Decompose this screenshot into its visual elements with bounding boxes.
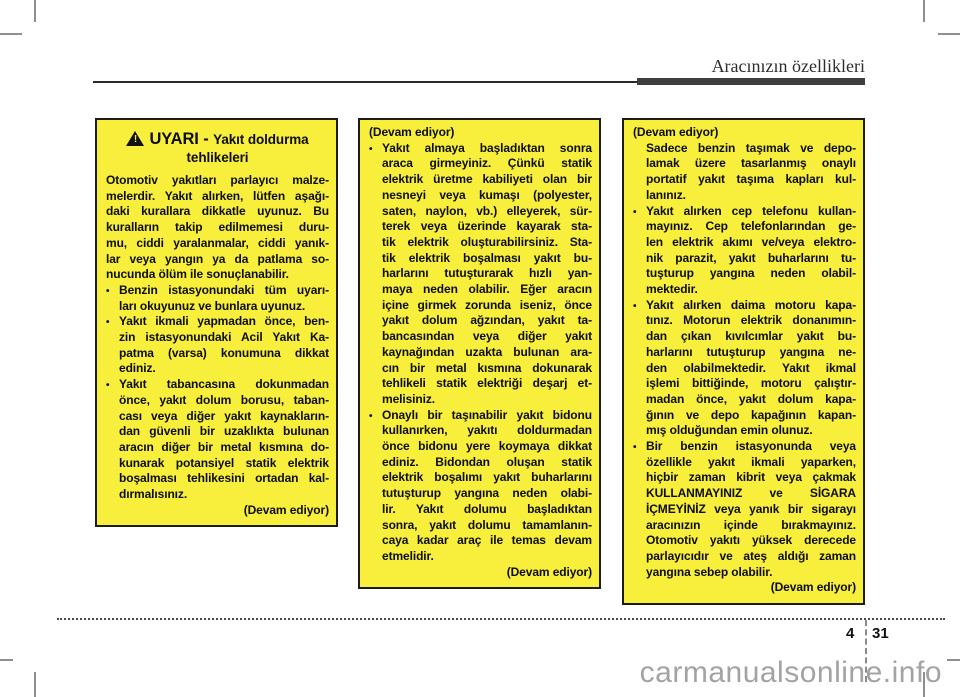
text-line: madan önce, yakıt dolum kapa- [646,391,856,406]
text-line: etmelidir. [382,548,434,563]
text-line: mış olduğundan emin olunuz. [646,423,813,438]
continuation-label: (Devam ediyor) [243,502,329,517]
text-line: dan çıkan kıvılcımlar yakıt bu- [646,329,856,344]
header-rule-thin [93,81,639,83]
text-line: Yakıt tabancasına dokunmadan [119,377,329,392]
text-line: terek veya üzerinde kayarak sta- [382,219,592,234]
text-line: lamak üzere tasarlanmış onaylı [646,156,856,171]
warning-title-rest: Yakıt doldurma [213,132,309,147]
header-rule-thick [637,78,865,85]
bullet-marker: • [633,300,637,312]
crop-mark [34,672,36,697]
bullet-marker: • [369,143,373,155]
bullet-marker: • [633,442,637,454]
text-line: Otomotiv yakıtı yüksek derecede [646,533,856,548]
bullet-item [369,408,592,565]
text-line: araca girmeyiniz. Çünkü statik [382,156,592,171]
chapter-number: 4 [846,625,855,642]
warning-title-line1 [106,130,329,149]
warning-title-strong: UYARI - [149,130,214,148]
bullet-item [106,283,329,314]
bullet-text [119,314,329,377]
text-line: melisiniz. [382,391,436,406]
bullet-text [119,283,329,314]
text-line: len elektrik akımı ve/veya elektro- [646,234,856,249]
bullet-text [382,141,592,408]
text-line: cın bir metal kısmına dokunarak [382,360,592,375]
text-line: kullanırken, yakıtı doldurmadan [382,423,592,438]
text-line: Sadece benzin taşımak ve depo- [646,140,856,155]
text-line: bancasından veya diğer yakıt [382,329,592,344]
warning-box [358,118,601,589]
text-line: ğının ve depo kapağının kapan- [646,407,856,422]
crop-mark [947,659,960,661]
continuation-label: (Devam ediyor) [633,125,719,139]
text-line: dırmalısınız. [119,487,188,502]
text-line: nik parazit, yakıt buharlarını tu- [646,250,856,265]
text-line: lar veya yangın ya da patlama so- [106,251,329,266]
text-line: saten, naylon, vb.) elleyerek, sür- [382,203,592,218]
text-line: Benzin istasyonundaki tüm uyarı- [119,282,329,297]
crop-mark [0,659,13,661]
text-line: Otomotiv yakıtları parlayıcı malze- [106,173,329,187]
text-line: Onaylı bir taşınabilir yakıt bidonu [382,407,592,422]
text-line: elektrik üretme kabiliyeti olan bir [382,172,592,187]
text-line: aracın diğer bir metal kısmına do- [119,439,329,454]
text-line: özellikle yakıt ikmali yaparken, [646,454,856,469]
warning-exclamation: ! [133,134,138,145]
text-line: elektrik boşalımı yakıt buharlarını [382,470,592,485]
page-number: 31 [872,625,889,642]
text-line: Yakıt almaya başladıktan sonra [382,140,592,155]
text-line: mayınız. Cep telefonlarından ge- [646,219,856,234]
text-line: içine girmek zorunda iseniz, önce [382,297,592,312]
text-line: önce, yakıt dolum borusu, taban- [119,392,329,407]
page-title: Aracınızın özellikleri [711,56,865,76]
text-line: sonra, yakıt dolumu tamamlanın- [382,517,592,532]
text-line: işlemi bittiğinde, motoru çalıştır- [646,376,856,391]
bullet-marker: • [369,410,373,422]
crop-mark [938,33,960,35]
text-line: harlarını tutuşturarak hızlı yan- [382,266,592,281]
text-line: lir. Yakıt dolumu başladıktan [382,501,592,516]
text-line: hiçbir zaman kibrit veya çakmak [646,470,856,485]
warning-box [95,118,338,527]
crop-mark [923,0,925,22]
text-line: tik elektrik oluşturabilirsiniz. Sta- [382,234,592,249]
text-line: tınız. Motorun elektrik donanımın- [646,313,856,328]
bullet-item [633,439,856,580]
text-line: nucunda ölüm ile sonuçlanabilir. [106,267,289,282]
text-line: daki kurallara dikkatle uyunuz. Bu [106,204,329,219]
text-line: kuralların takip edilmemesi duru- [106,220,329,235]
text-line: nesneyi veya kumaşı (polyester, [382,187,592,202]
text-line: tutuşturup yangına neden olabi- [382,486,592,501]
text-line: ediniz. [119,361,156,376]
watermark-text: carmanualsonline.info [639,656,942,689]
text-line: Yakıt ikmali yapmadan önce, ben- [119,314,329,329]
warning-box [622,118,865,605]
text-line: Yakıt alırken cep telefonu kullan- [646,203,856,218]
bullet-text [119,377,329,503]
text-line: tuşturup yangına neden olabil- [646,266,856,281]
text-line: Bir benzin istasyonunda veya [646,439,856,454]
text-line: parlayıcıdır ve ateş aldığı zaman [646,548,856,563]
text-line: patma (varsa) konumuna dikkat [119,345,329,360]
warning-title-line2: tehlikeleri [186,150,249,165]
text-line: tik elektrik boşalması yakıt bu- [382,250,592,265]
text-line: cası veya diğer yakıt kaynakların- [119,408,329,423]
bullet-item [106,377,329,503]
bullet-text [382,408,592,565]
bullet-text [646,298,856,439]
crop-mark [34,0,36,22]
text-line: caya kadar araç ile temas devam [382,533,592,548]
text-line: den olabilmektedir. Yakıt ikmal [646,360,856,375]
text-line: Yakıt alırken daima motoru kapa- [646,297,856,312]
text-line: yakıt dolum ağzından, yakıt ta- [382,313,592,328]
text-line: İÇMEYİNİZ veya yanık bir sigarayı [646,501,856,516]
continuation-label: (Devam ediyor) [506,564,592,579]
footer-dotted-rule [57,618,945,620]
bullet-marker: • [633,206,637,218]
bullet-text [646,439,856,580]
warning-triangle-icon [126,131,144,146]
paragraph [633,141,856,204]
text-line: zin istasyonundaki Acil Yakıt Ka- [119,330,329,345]
bullet-marker: • [106,285,110,297]
bullet-item [369,141,592,408]
bullet-item [106,314,329,377]
text-line: lanınız. [646,187,686,202]
paragraph [106,173,329,283]
text-line: mektedir. [646,282,698,297]
bullet-item [633,204,856,298]
bullet-item [633,298,856,439]
text-line: yangına sebep olabilir. [646,564,773,579]
continuation-label: (Devam ediyor) [369,125,455,139]
text-line: ediniz. Bidondan oluşan statik [382,454,592,469]
text-line: maya neden olabilir. Eğer aracın [382,282,592,297]
text-line: portatif yakıt taşıma kapları kul- [646,172,856,187]
text-line: önce bidonu yere koymaya dikkat [382,439,592,454]
text-line: tehlikeli statik elektriği deşarj et- [382,376,592,391]
text-line: KULLANMAYINIZ ve SİGARA [646,486,856,501]
text-line: ları okuyunuz ve bunlara uyunuz. [119,298,306,313]
text-line: dan güvenli bir uzaklıkta bulunan [119,424,329,439]
continuation-label: (Devam ediyor) [770,580,856,595]
text-line: kunarak potansiyel statik elektrik [119,455,329,470]
warning-title [106,130,329,167]
text-line: melerdir. Yakıt alırken, lütfen aşağı- [106,188,329,203]
text-line: boşalması tehlikesini ortadan kal- [119,471,329,486]
crop-mark [0,33,22,35]
bullet-marker: • [106,317,110,329]
text-line: aracınızın içinde bırakmayınız. [646,517,856,532]
text-line: harlarını tutuşturup yangına ne- [646,344,856,359]
bullet-text [646,204,856,298]
text-line: kaynağından uzakta bulunan ara- [382,344,592,359]
bullet-marker: • [106,380,110,392]
text-line: mu, ciddi yaralanmalar, ciddi yanık- [106,235,329,250]
